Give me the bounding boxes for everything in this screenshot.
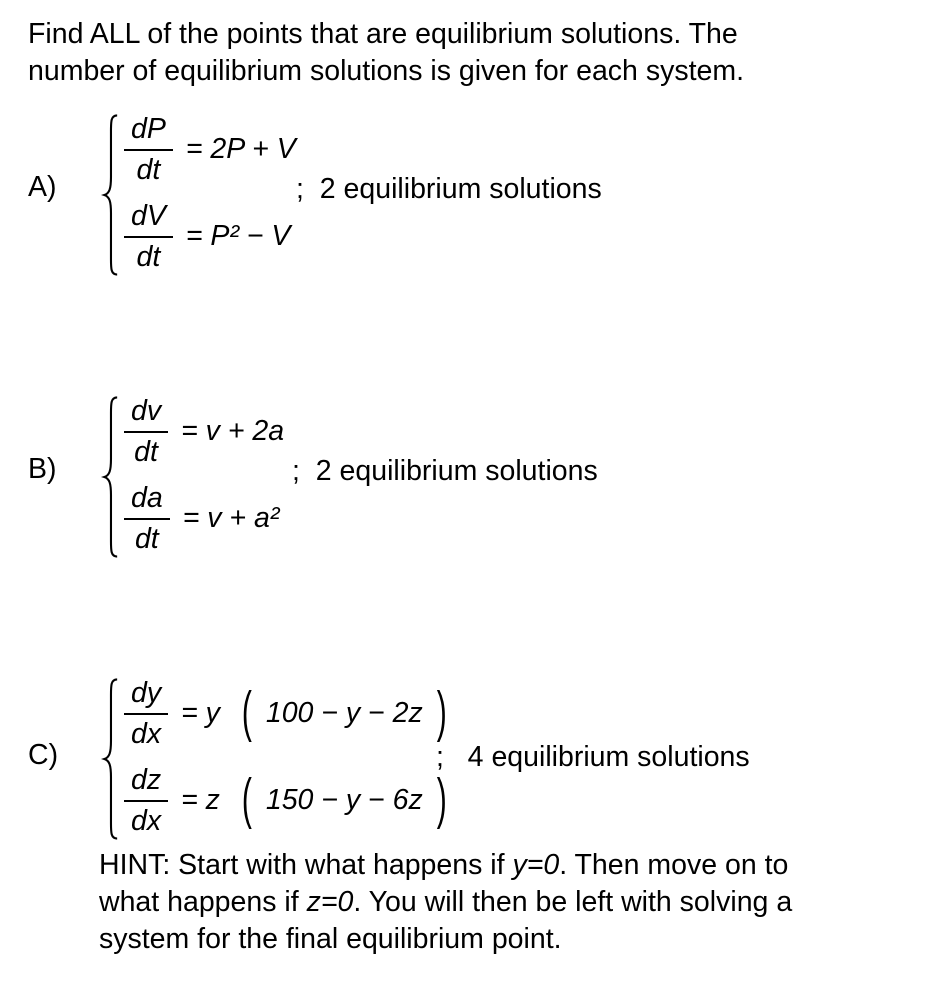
- equation-rhs-lead: = z: [181, 784, 228, 816]
- system-c-equation-1: [124, 675, 448, 752]
- hint-text: [99, 847, 792, 958]
- fraction: [124, 395, 168, 469]
- hint-line-1: [99, 847, 792, 884]
- close-paren: ): [436, 682, 447, 744]
- fraction-numerator: dP: [124, 113, 173, 151]
- hint-line-3: system for the final equilibrium point.: [99, 923, 562, 955]
- system-c-label: C): [28, 739, 59, 771]
- fraction: [124, 482, 170, 556]
- fraction: [124, 113, 173, 187]
- fraction: [124, 200, 173, 274]
- system-a-label: A): [28, 171, 57, 203]
- left-brace-icon: [101, 395, 120, 559]
- fraction-denominator: dt: [136, 153, 161, 186]
- system-a: [0, 111, 926, 286]
- fraction-numerator: dz: [124, 764, 168, 802]
- close-paren: ): [436, 769, 447, 831]
- fraction: [124, 764, 168, 838]
- system-b: [0, 393, 926, 568]
- system-b-equations: [124, 393, 284, 557]
- fraction-denominator: dx: [131, 804, 162, 837]
- hint-line-2-post: . You will then be left with solving a: [353, 886, 793, 918]
- fraction-denominator: dt: [134, 522, 159, 555]
- equilibrium-count-note: ; 4 equilibrium solutions: [436, 741, 750, 773]
- equation-rhs-lead: = y: [181, 697, 228, 729]
- hint-line-1-pre: HINT: Start with what happens if: [99, 849, 513, 881]
- fraction-denominator: dt: [134, 435, 158, 468]
- system-a-equations: [124, 111, 296, 275]
- system-b-equation-2: [124, 480, 284, 557]
- fraction-numerator: dV: [124, 200, 173, 238]
- system-a-equation-1: [124, 111, 296, 188]
- equation-rhs: = v + 2a: [181, 415, 285, 447]
- open-paren: (: [241, 682, 252, 744]
- hint-line-2: [99, 884, 792, 921]
- equilibrium-count-note: ; 2 equilibrium solutions: [292, 455, 598, 487]
- open-paren: (: [241, 769, 252, 831]
- equilibrium-count-note: ; 2 equilibrium solutions: [296, 173, 602, 205]
- problem-statement-line-1: Find ALL of the points that are equilibrium solutions. The: [28, 18, 738, 50]
- problem-statement-line-2: number of equilibrium solutions is given for each system.: [28, 55, 744, 87]
- system-b-label: B): [28, 453, 57, 485]
- equation-rhs: = 2P + V: [185, 133, 296, 165]
- hint-line-2-math: z=0: [306, 886, 354, 918]
- fraction: [124, 677, 168, 751]
- hint-line-1-math: y=0: [512, 849, 560, 881]
- left-brace-icon: [101, 113, 120, 277]
- left-brace-icon: [101, 677, 120, 841]
- system-a-equation-2: [124, 198, 296, 275]
- system-b-equation-1: [124, 393, 284, 470]
- fraction-denominator: dx: [131, 717, 162, 750]
- problem-statement: [28, 16, 744, 90]
- system-c: [0, 675, 926, 850]
- equation-rhs: = P² − V: [185, 220, 291, 252]
- fraction-numerator: dy: [124, 677, 168, 715]
- equation-rhs-inner: 100 − y − 2z: [265, 697, 423, 729]
- system-c-equation-2: [124, 762, 448, 839]
- system-c-equations: [124, 675, 448, 839]
- fraction-numerator: dv: [124, 395, 168, 433]
- fraction-denominator: dt: [136, 240, 161, 273]
- equation-rhs-inner: 150 − y − 6z: [265, 784, 423, 816]
- fraction-numerator: da: [124, 482, 170, 520]
- hint-line-2-pre: what happens if: [99, 886, 307, 918]
- hint-line-1-post: . Then move on to: [559, 849, 789, 881]
- equation-rhs: = v + a²: [182, 502, 280, 534]
